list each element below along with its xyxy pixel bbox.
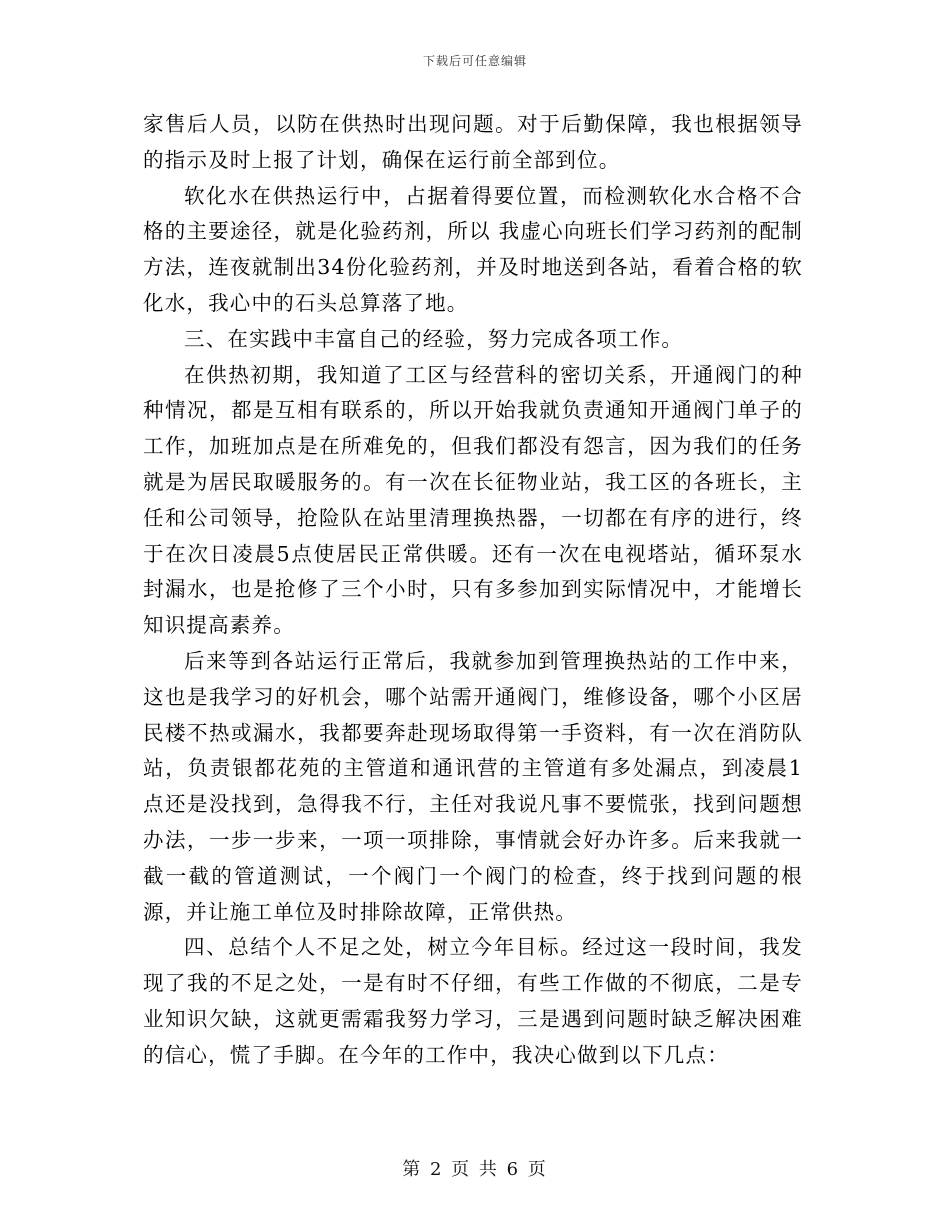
paragraph-5: 四、总结个人不足之处，树立今年目标。经过这一段时间，我发现了我的不足之处，一是有时不仔细，有些工作做的不彻底，二是专业知识欠缺，这就更需霜我努力学习，三是遇到问题时缺乏解决困难的信心，慌了手脚。在今年的工作中，我决心做到以下几点： xyxy=(143,935,803,1067)
page-number-footer: 第 2 页 共 6 页 xyxy=(402,1159,548,1180)
paragraph-1: 家售后人员，以防在供热时出现问题。对于后勤保障，我也根据领导的指示及时上报了计划，确保在运行前全部到位。 xyxy=(143,112,803,172)
paragraph-3: 在供热初期，我知道了工区与经营科的密切关系，开通阀门的种种情况，都是互相有联系的，所以开始我就负责通知开通阀门单子的工作，加班加点是在所难免的，但我们都没有怨言，因为我们的任务就是为居民取暖服务的。有一次在长征物业站，我工区的各班长，主任和公司领导，抢险队在站里清理换热器，一切都在有序的进行，终于在次日凌晨5点使居民正常供暖。还有一次在电视塔站，循环泵水封漏水，也是抢修了三个小时，只有多参加到实际情况中，才能增长知识提高素养。 xyxy=(143,362,803,638)
section-heading-3: 三、在实践中丰富自己的经验，努力完成各项工作。 xyxy=(184,326,684,351)
page-header-note: 下载后可任意编辑 xyxy=(422,54,527,68)
paragraph-4: 后来等到各站运行正常后，我就参加到管理换热站的工作中来，这也是我学习的好机会，哪个站需开通阀门，维修设备，哪个小区居民楼不热或漏水，我都要奔赴现场取得第一手资料，有一次在消防队站，负责银都花苑的主管道和通讯营的主管道有多处漏点，到凌晨1点还是没找到，急得我不行，主任对我说凡事不要慌张，找到问题想办法，一步一步来，一项一项排除，事情就会好办许多。后来我就一截一截的管道测试，一个阀门一个阀门的检查，终于找到问题的根源，并让施工单位及时排除故障，正常供热。 xyxy=(143,648,803,924)
document-body xyxy=(143,107,803,1074)
paragraph-2: 软化水在供热运行中，占据着得要位置，而检测软化水合格不合格的主要途径，就是化验药剂，所以 我虚心向班长们学习药剂的配制方法，连夜就制出34份化验药剂，并及时地送到各站，看着合格的软化水，我心中的石头总算落了地。 xyxy=(143,183,803,315)
